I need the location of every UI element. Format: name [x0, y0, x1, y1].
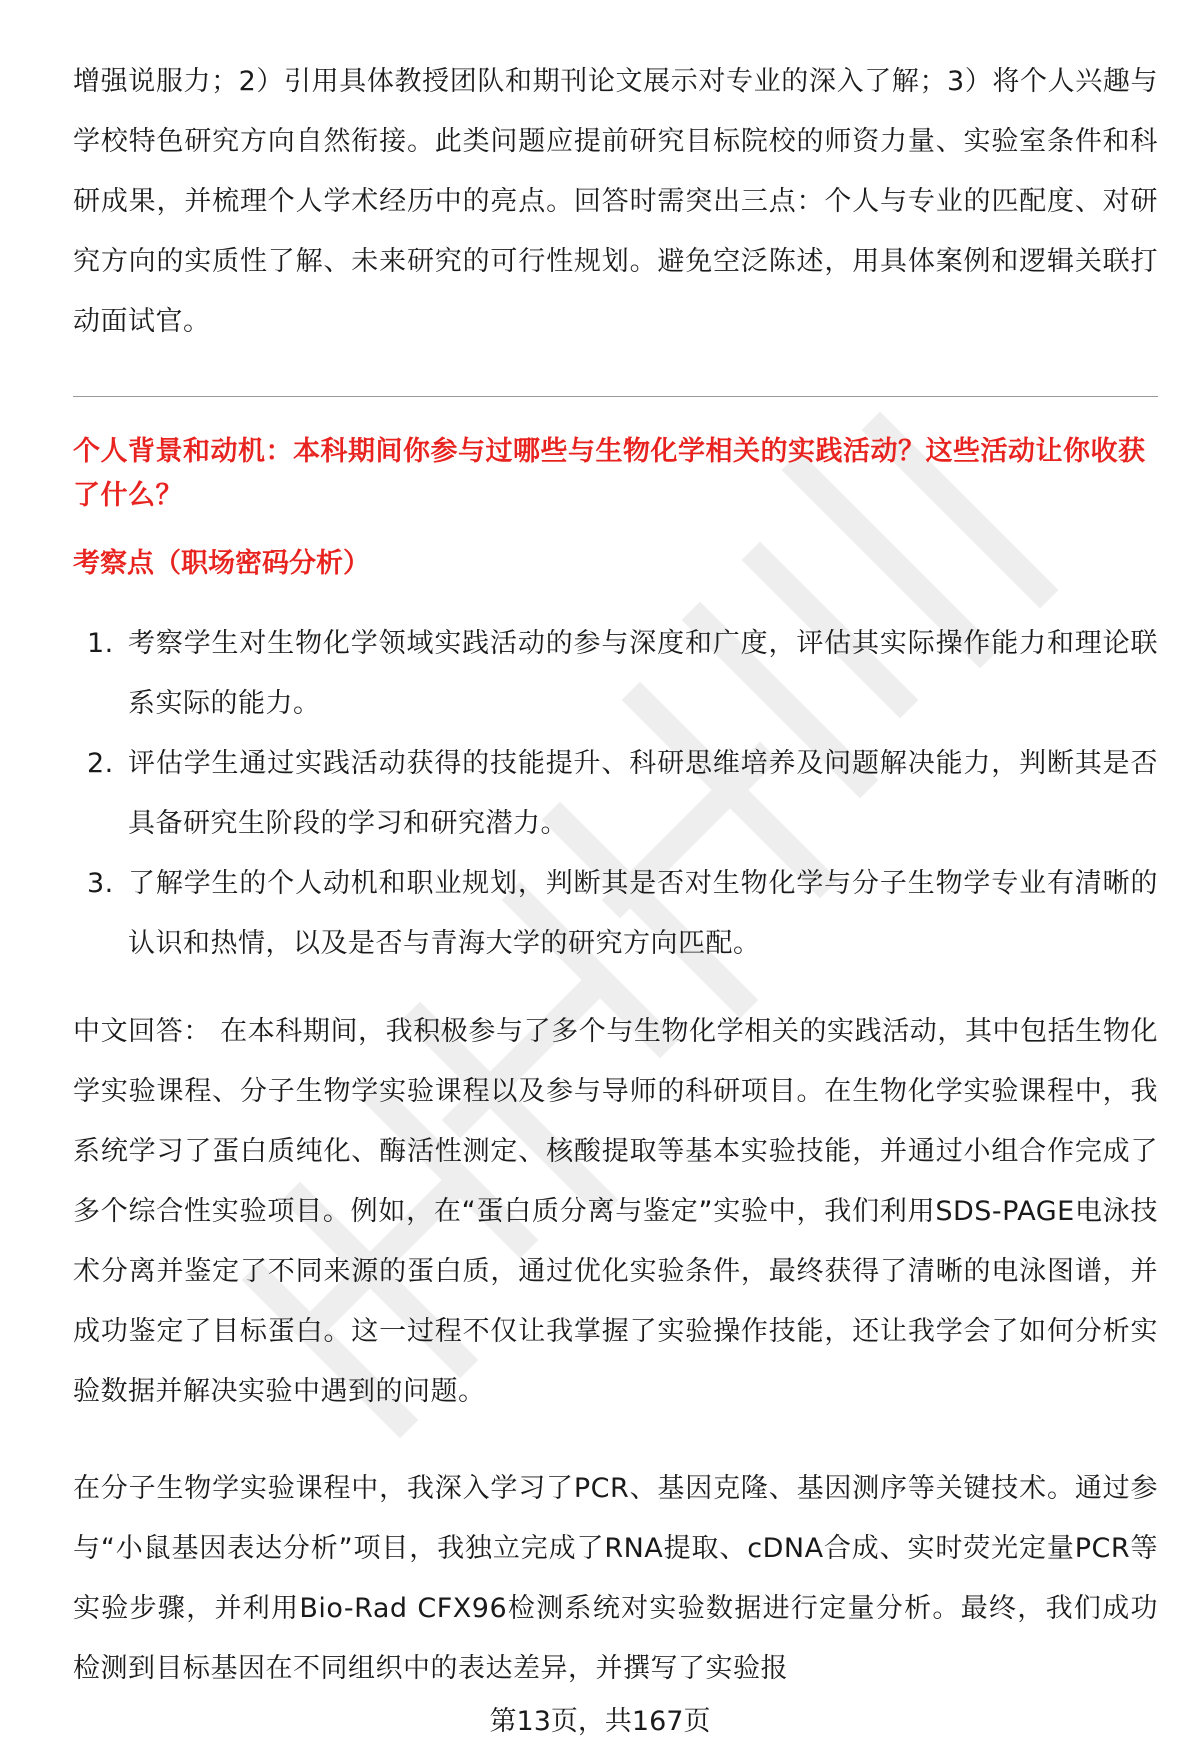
list-item-text: 了解学生的个人动机和职业规划，判断其是否对生物化学与分子生物学专业有清晰的认识和热情，以及是否与青海大学的研究方向匹配。 [128, 868, 1158, 959]
answer-paragraph: 在分子生物学实验课程中，我深入学习了PCR、基因克隆、基因测序等关键技术。通过参与“小鼠基因表达分析”项目，我独立完成了RNA提取、cDNA合成、实时荧光定量PCR等实验步骤，并利用Bio-Rad CFX96检测系统对实验数据进行定量分析。最终，我们成功检测到目标基因在不同组织中的表达差异，并撰写了实验报 [73, 1473, 1158, 1684]
list-item-number: 1. [87, 628, 114, 659]
assessment-points-heading: 考察点（职场密码分析） [73, 548, 370, 579]
list-item-number: 3. [87, 868, 114, 899]
list-item [73, 854, 1158, 974]
answer-paragraph: 中文回答： 在本科期间，我积极参与了多个与生物化学相关的实践活动，其中包括生物化学实验课程、分子生物学实验课程以及参与导师的科研项目。在生物化学实验课程中，我系统学习了蛋白质纯化、酶活性测定、核酸提取等基本实验技能，并通过小组合作完成了多个综合性实验项目。例如，在“蛋白质分离与鉴定”实验中，我们利用SDS-PAGE电泳技术分离并鉴定了不同来源的蛋白质，通过优化实验条件，最终获得了清晰的电泳图谱，并成功鉴定了目标蛋白。这一过程不仅让我掌握了实验操作技能，还让我学会了如何分析实验数据并解决实验中遇到的问题。 [73, 1016, 1158, 1407]
interview-question: 个人背景和动机：本科期间你参与过哪些与生物化学相关的实践活动？这些活动让你收获了什么？ [73, 436, 1146, 511]
section-divider [73, 396, 1158, 397]
list-item-text: 考察学生对生物化学领域实践活动的参与深度和广度，评估其实际操作能力和理论联系实际的能力。 [128, 628, 1158, 719]
page-number-footer: 第13页，共167页 [489, 1706, 711, 1737]
list-item [73, 614, 1158, 734]
list-item-text: 评估学生通过实践活动获得的技能提升、科研思维培养及问题解决能力，判断其是否具备研究生阶段的学习和研究潜力。 [128, 748, 1158, 839]
list-item-number: 2. [87, 748, 114, 779]
list-item [73, 734, 1158, 854]
intro-paragraph: 增强说服力；2）引用具体教授团队和期刊论文展示对专业的深入了解；3）将个人兴趣与学校特色研究方向自然衔接。此类问题应提前研究目标院校的师资力量、实验室条件和科研成果，并梳理个人学术经历中的亮点。回答时需突出三点：个人与专业的匹配度、对研究方向的实质性了解、未来研究的可行性规划。避免空泛陈述，用具体案例和逻辑关联打动面试官。 [73, 66, 1158, 337]
assessment-points-list [73, 614, 1158, 974]
